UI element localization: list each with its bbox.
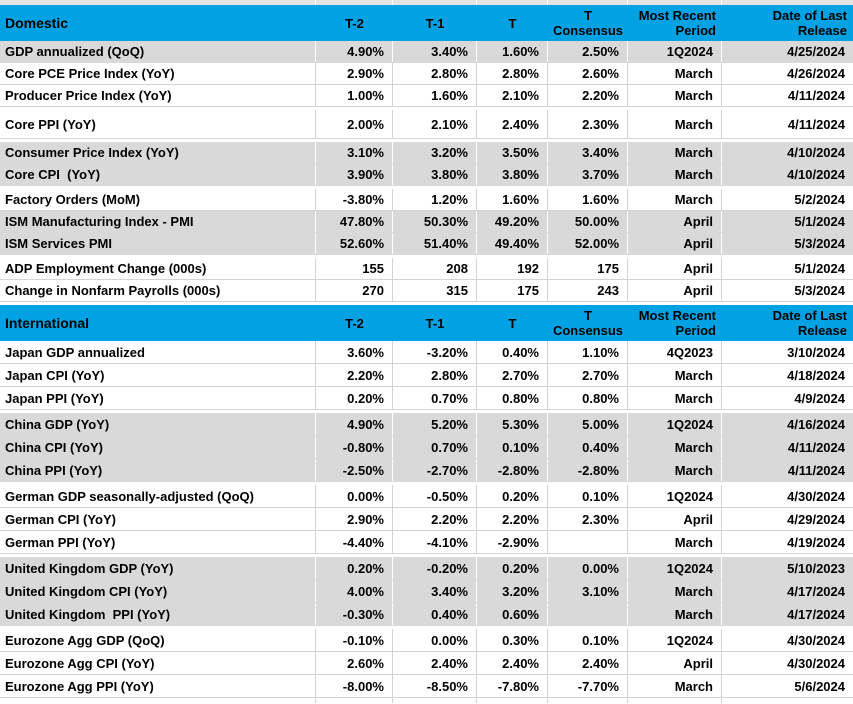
cell-t-consensus[interactable]: 50.00%: [548, 211, 628, 232]
cell-most-recent-period[interactable]: March: [628, 189, 722, 210]
cell-t-consensus[interactable]: 0.10%: [548, 629, 628, 651]
cell-t-consensus[interactable]: -2.80%: [548, 459, 628, 481]
row-label[interactable]: United Kingdom GDP (YoY): [0, 557, 316, 579]
cell-date-of-last-release[interactable]: 5/1/2024: [794, 214, 845, 229]
cell-date-of-last-release[interactable]: 4/11/2024: [787, 462, 845, 478]
cell-t[interactable]: 49.20%: [477, 211, 548, 232]
table-row-eurozone-agg-ppi-yoy: [0, 675, 853, 698]
cell-most-recent-period[interactable]: 1Q2024: [628, 485, 722, 507]
cell-t1[interactable]: 3.80%: [393, 164, 477, 185]
cell-t2[interactable]: 270: [316, 280, 393, 301]
col-header-line: Date of Last: [772, 8, 847, 23]
cell-t2[interactable]: -8.00%: [316, 675, 393, 697]
col-header-line: T-2: [345, 15, 364, 31]
table-row-united-kingdom-ppi-yoy: [0, 603, 853, 626]
cell-date-of-last-release[interactable]: 4/19/2024: [787, 534, 845, 550]
cell-t[interactable]: 192: [477, 258, 548, 279]
cell-t1[interactable]: -0.50%: [393, 485, 477, 507]
cell-most-recent-period[interactable]: April: [628, 233, 722, 254]
cell-most-recent-period[interactable]: March: [628, 142, 722, 163]
col-header-t-consensus[interactable]: [548, 5, 628, 41]
cell-most-recent-period[interactable]: March: [628, 387, 722, 409]
bottom-edge-cell: [0, 698, 316, 703]
cell-t1[interactable]: -2.70%: [393, 459, 477, 481]
col-header-most-recent-period[interactable]: [628, 5, 722, 41]
cell-most-recent-period[interactable]: April: [628, 258, 722, 279]
cell-t2[interactable]: 3.10%: [316, 142, 393, 163]
cell-date-of-last-release[interactable]: 4/25/2024: [787, 44, 845, 59]
row-label[interactable]: ISM Services PMI: [0, 233, 316, 254]
cell-t[interactable]: 0.80%: [477, 387, 548, 409]
bottom-edge-cell: [316, 698, 393, 703]
cell-t2[interactable]: 2.90%: [316, 63, 393, 84]
cell-t-consensus[interactable]: 52.00%: [548, 233, 628, 254]
table-row-german-cpi-yoy: [0, 508, 853, 531]
cell-t-consensus[interactable]: 3.40%: [548, 142, 628, 163]
section-header-domestic: [0, 5, 853, 41]
cell-date-of-last-release[interactable]: 4/16/2024: [787, 416, 845, 432]
cell-t[interactable]: 0.30%: [477, 629, 548, 651]
cell-t1[interactable]: 208: [393, 258, 477, 279]
col-header-t[interactable]: [477, 5, 548, 41]
cell-date-of-last-release[interactable]: 4/30/2024: [787, 632, 845, 648]
col-header-most-recent-period[interactable]: [628, 305, 722, 341]
cell-t1[interactable]: 3.20%: [393, 142, 477, 163]
cell-most-recent-period[interactable]: 1Q2024: [628, 557, 722, 579]
cell-t[interactable]: -2.90%: [477, 531, 548, 553]
section-title-international[interactable]: International: [5, 314, 90, 331]
cell-t[interactable]: 1.60%: [477, 189, 548, 210]
row-label[interactable]: Eurozone Agg PPI (YoY): [0, 675, 316, 697]
row-label[interactable]: United Kingdom CPI (YoY): [0, 580, 316, 602]
cell-t1[interactable]: 0.70%: [393, 387, 477, 409]
table-row-ism-services-pmi: [0, 233, 853, 255]
cell-t2[interactable]: 2.20%: [316, 364, 393, 386]
cell-t-consensus[interactable]: 1.60%: [548, 189, 628, 210]
bottom-edge-cell: [722, 698, 853, 703]
cell-t-consensus[interactable]: -7.70%: [548, 675, 628, 697]
row-label[interactable]: Japan GDP annualized: [0, 341, 316, 363]
cell-most-recent-period[interactable]: 4Q2023: [628, 341, 722, 363]
col-header-line: Release: [797, 23, 847, 38]
row-label[interactable]: Core PPI (YoY): [0, 110, 316, 138]
cell-most-recent-period[interactable]: March: [628, 63, 722, 84]
cell-t[interactable]: 2.70%: [477, 364, 548, 386]
table-row-core-cpi-yoy: [0, 164, 853, 186]
cell-t1[interactable]: -4.10%: [393, 531, 477, 553]
cell-t1[interactable]: -0.20%: [393, 557, 477, 579]
cell-date-of-last-release[interactable]: 5/1/2024: [794, 261, 845, 276]
cell-most-recent-period[interactable]: April: [628, 652, 722, 674]
cell-t[interactable]: 1.60%: [477, 41, 548, 62]
col-header-date-of-last-release[interactable]: [722, 5, 853, 41]
row-label[interactable]: Change in Nonfarm Payrolls (000s): [0, 280, 316, 301]
cell-t1[interactable]: 0.00%: [393, 629, 477, 651]
bottom-edge-cell: [628, 698, 722, 703]
cell-most-recent-period[interactable]: March: [628, 459, 722, 481]
cell-date-of-last-release[interactable]: 4/26/2024: [787, 66, 845, 81]
cell-t2[interactable]: 0.20%: [316, 557, 393, 579]
cell-t[interactable]: 2.20%: [477, 508, 548, 530]
row-label[interactable]: Factory Orders (MoM): [0, 189, 316, 210]
cell-most-recent-period[interactable]: April: [628, 508, 722, 530]
table-row-japan-cpi-yoy: [0, 364, 853, 387]
col-header-line: T: [508, 15, 517, 31]
table-row-united-kingdom-gdp-yoy: [0, 557, 853, 580]
cell-t-consensus[interactable]: 3.70%: [548, 164, 628, 185]
cell-t2[interactable]: -0.80%: [316, 436, 393, 458]
col-header-line: Period: [675, 23, 716, 38]
cell-t-consensus[interactable]: [548, 531, 628, 553]
col-header-t-consensus[interactable]: [548, 305, 628, 341]
cell-t[interactable]: 0.20%: [477, 557, 548, 579]
cell-t-consensus[interactable]: 2.40%: [548, 652, 628, 674]
table-row-adp-employment-change-000s: [0, 258, 853, 280]
cell-t1[interactable]: 2.20%: [393, 508, 477, 530]
table-row-factory-orders-mom: [0, 189, 853, 211]
cell-t1[interactable]: 0.40%: [393, 603, 477, 625]
cell-date-of-last-release[interactable]: 5/3/2024: [794, 283, 845, 298]
cell-date-of-last-release[interactable]: 3/10/2024: [787, 344, 845, 360]
cell-t1[interactable]: 3.40%: [393, 580, 477, 602]
cell-most-recent-period[interactable]: March: [628, 436, 722, 458]
cell-t1[interactable]: 2.10%: [393, 110, 477, 138]
cell-t2[interactable]: 52.60%: [316, 233, 393, 254]
cell-t[interactable]: 175: [477, 280, 548, 301]
bottom-edge-cell: [548, 698, 628, 703]
cell-t2[interactable]: 0.00%: [316, 485, 393, 507]
bottom-edge-cell: [393, 698, 477, 703]
cell-most-recent-period[interactable]: March: [628, 364, 722, 386]
table-row-united-kingdom-cpi-yoy: [0, 580, 853, 603]
col-header-line: Most Recent: [638, 8, 716, 23]
cell-t1[interactable]: 5.20%: [393, 413, 477, 435]
bottom-edge-strip: [0, 698, 853, 703]
cell-t1[interactable]: 2.80%: [393, 364, 477, 386]
table-row-china-gdp-yoy: [0, 413, 853, 436]
col-header-line: T-1: [425, 315, 445, 331]
cell-t[interactable]: 2.40%: [477, 110, 548, 138]
table-row-core-pce-price-index-yoy: [0, 63, 853, 85]
row-label[interactable]: ISM Manufacturing Index - PMI: [0, 211, 316, 232]
cell-t1[interactable]: 50.30%: [393, 211, 477, 232]
cell-t[interactable]: 2.80%: [477, 63, 548, 84]
cell-t2[interactable]: 4.90%: [316, 41, 393, 62]
cell-date-of-last-release[interactable]: 5/3/2024: [794, 236, 845, 251]
row-label[interactable]: China CPI (YoY): [0, 436, 316, 458]
cell-t2[interactable]: 2.00%: [316, 110, 393, 138]
row-label[interactable]: German PPI (YoY): [0, 531, 316, 553]
row-label[interactable]: United Kingdom PPI (YoY): [0, 603, 316, 625]
table-row-change-in-nonfarm-payrolls-000s: [0, 280, 853, 302]
cell-date-of-last-release[interactable]: 5/6/2024: [794, 678, 845, 694]
cell-t2[interactable]: 3.90%: [316, 164, 393, 185]
cell-t2[interactable]: 2.60%: [316, 652, 393, 674]
cell-t[interactable]: 49.40%: [477, 233, 548, 254]
cell-t2[interactable]: 155: [316, 258, 393, 279]
row-label[interactable]: German CPI (YoY): [0, 508, 316, 530]
cell-most-recent-period[interactable]: 1Q2024: [628, 629, 722, 651]
cell-t-consensus[interactable]: 0.10%: [548, 485, 628, 507]
table-sections: [0, 5, 853, 698]
col-header-line: T-2: [345, 315, 364, 331]
cell-t[interactable]: 0.60%: [477, 603, 548, 625]
row-label[interactable]: Japan CPI (YoY): [0, 364, 316, 386]
cell-t[interactable]: 0.20%: [477, 485, 548, 507]
cell-t-consensus[interactable]: 0.00%: [548, 557, 628, 579]
cell-date-of-last-release[interactable]: 5/10/2023: [787, 560, 845, 576]
table-row-gdp-annualized-qoq: [0, 41, 853, 63]
col-header-t1[interactable]: [393, 5, 477, 41]
cell-most-recent-period[interactable]: March: [628, 85, 722, 106]
cell-t1[interactable]: 1.20%: [393, 189, 477, 210]
cell-t1[interactable]: 51.40%: [393, 233, 477, 254]
cell-t-consensus[interactable]: 2.70%: [548, 364, 628, 386]
table-row-china-ppi-yoy: [0, 459, 853, 482]
row-label[interactable]: Producer Price Index (YoY): [0, 85, 316, 106]
cell-t[interactable]: 0.40%: [477, 341, 548, 363]
row-label[interactable]: German GDP seasonally-adjusted (QoQ): [0, 485, 316, 507]
cell-t[interactable]: 5.30%: [477, 413, 548, 435]
cell-t-consensus[interactable]: 3.10%: [548, 580, 628, 602]
table-row-eurozone-agg-gdp-qoq: [0, 629, 853, 652]
table-row-core-ppi-yoy: [0, 110, 853, 139]
cell-t-consensus[interactable]: 2.30%: [548, 110, 628, 138]
table-row-japan-ppi-yoy: [0, 387, 853, 410]
col-header-t2[interactable]: [316, 5, 393, 41]
cell-t-consensus[interactable]: 1.10%: [548, 341, 628, 363]
cell-t[interactable]: -2.80%: [477, 459, 548, 481]
cell-t-consensus[interactable]: 0.40%: [548, 436, 628, 458]
col-header-t2[interactable]: [316, 305, 393, 341]
cell-most-recent-period[interactable]: March: [628, 164, 722, 185]
table-row-ism-manufacturing-index-pmi: [0, 211, 853, 233]
col-header-t[interactable]: [477, 305, 548, 341]
cell-t-consensus[interactable]: 175: [548, 258, 628, 279]
cell-date-of-last-release[interactable]: 4/11/2024: [787, 116, 845, 132]
row-label[interactable]: Eurozone Agg CPI (YoY): [0, 652, 316, 674]
cell-date-of-last-release[interactable]: 4/18/2024: [787, 367, 845, 383]
col-header-date-of-last-release[interactable]: [722, 305, 853, 341]
table-row-japan-gdp-annualized: [0, 341, 853, 364]
cell-t[interactable]: 3.80%: [477, 164, 548, 185]
cell-most-recent-period[interactable]: March: [628, 580, 722, 602]
section-international: [0, 305, 853, 698]
cell-t-consensus[interactable]: 2.20%: [548, 85, 628, 106]
cell-t[interactable]: 0.10%: [477, 436, 548, 458]
cell-t1[interactable]: -3.20%: [393, 341, 477, 363]
cell-t2[interactable]: 4.00%: [316, 580, 393, 602]
table-row-producer-price-index-yoy: [0, 85, 853, 107]
col-header-line: T: [584, 308, 592, 323]
col-header-line: Period: [675, 323, 716, 338]
col-header-line: Release: [797, 323, 847, 338]
cell-t1[interactable]: 2.80%: [393, 63, 477, 84]
cell-t1[interactable]: 3.40%: [393, 41, 477, 62]
cell-t1[interactable]: 0.70%: [393, 436, 477, 458]
cell-most-recent-period[interactable]: April: [628, 211, 722, 232]
cell-t2[interactable]: 47.80%: [316, 211, 393, 232]
row-label[interactable]: ADP Employment Change (000s): [0, 258, 316, 279]
col-header-line: T-1: [425, 15, 445, 31]
cell-date-of-last-release[interactable]: 4/10/2024: [787, 167, 845, 182]
cell-t-consensus[interactable]: 5.00%: [548, 413, 628, 435]
cell-t[interactable]: 3.50%: [477, 142, 548, 163]
row-label[interactable]: Core PCE Price Index (YoY): [0, 63, 316, 84]
row-label[interactable]: Eurozone Agg GDP (QoQ): [0, 629, 316, 651]
cell-t[interactable]: 2.40%: [477, 652, 548, 674]
table-row-eurozone-agg-cpi-yoy: [0, 652, 853, 675]
cell-t1[interactable]: -8.50%: [393, 675, 477, 697]
cell-date-of-last-release[interactable]: 4/30/2024: [787, 655, 845, 671]
cell-t1[interactable]: 1.60%: [393, 85, 477, 106]
section-domestic: [0, 5, 853, 302]
col-header-line: Consensus: [552, 323, 624, 338]
cell-t-consensus[interactable]: 0.80%: [548, 387, 628, 409]
cell-date-of-last-release[interactable]: 4/17/2024: [787, 583, 845, 599]
cell-date-of-last-release[interactable]: 4/11/2024: [787, 439, 845, 455]
table-row-german-gdp-seasonally-adjusted-qoq: [0, 485, 853, 508]
col-header-line: Consensus: [552, 23, 624, 38]
col-header-line: T: [508, 315, 517, 331]
cell-date-of-last-release[interactable]: 5/2/2024: [794, 192, 845, 207]
cell-most-recent-period[interactable]: March: [628, 603, 722, 625]
cell-date-of-last-release[interactable]: 4/29/2024: [787, 511, 845, 527]
cell-t[interactable]: 3.20%: [477, 580, 548, 602]
cell-t-consensus[interactable]: 2.30%: [548, 508, 628, 530]
cell-t2[interactable]: -2.50%: [316, 459, 393, 481]
cell-t2[interactable]: -0.10%: [316, 629, 393, 651]
section-header-international: [0, 305, 853, 341]
cell-t2[interactable]: -0.30%: [316, 603, 393, 625]
cell-t-consensus[interactable]: [548, 603, 628, 625]
cell-t1[interactable]: 315: [393, 280, 477, 301]
cell-most-recent-period[interactable]: March: [628, 531, 722, 553]
cell-most-recent-period[interactable]: April: [628, 280, 722, 301]
table-row-german-ppi-yoy: [0, 531, 853, 554]
cell-t-consensus[interactable]: 2.50%: [548, 41, 628, 62]
row-label[interactable]: China GDP (YoY): [0, 413, 316, 435]
cell-t2[interactable]: 4.90%: [316, 413, 393, 435]
table-row-consumer-price-index-yoy: [0, 142, 853, 164]
row-label[interactable]: GDP annualized (QoQ): [0, 41, 316, 62]
col-header-line: Most Recent: [638, 308, 716, 323]
row-label[interactable]: Consumer Price Index (YoY): [0, 142, 316, 163]
cell-date-of-last-release[interactable]: 4/11/2024: [787, 88, 845, 103]
section-title-domestic[interactable]: Domestic: [5, 14, 69, 31]
cell-t2[interactable]: 1.00%: [316, 85, 393, 106]
table-row-china-cpi-yoy: [0, 436, 853, 459]
cell-most-recent-period[interactable]: March: [628, 675, 722, 697]
cell-date-of-last-release[interactable]: 4/9/2024: [794, 390, 845, 406]
row-label[interactable]: China PPI (YoY): [0, 459, 316, 481]
cell-t2[interactable]: -4.40%: [316, 531, 393, 553]
col-header-line: T: [584, 8, 592, 23]
cell-t[interactable]: -7.80%: [477, 675, 548, 697]
cell-t2[interactable]: 0.20%: [316, 387, 393, 409]
cell-most-recent-period[interactable]: 1Q2024: [628, 413, 722, 435]
cell-most-recent-period[interactable]: 1Q2024: [628, 41, 722, 62]
row-label[interactable]: Core CPI (YoY): [0, 164, 316, 185]
cell-t2[interactable]: -3.80%: [316, 189, 393, 210]
cell-t-consensus[interactable]: 2.60%: [548, 63, 628, 84]
cell-t2[interactable]: 2.90%: [316, 508, 393, 530]
col-header-line: Date of Last: [772, 308, 847, 323]
col-header-t1[interactable]: [393, 305, 477, 341]
cell-most-recent-period[interactable]: March: [628, 110, 722, 138]
cell-date-of-last-release[interactable]: 4/30/2024: [787, 488, 845, 504]
cell-t-consensus[interactable]: 243: [548, 280, 628, 301]
row-label[interactable]: Japan PPI (YoY): [0, 387, 316, 409]
cell-date-of-last-release[interactable]: 4/17/2024: [787, 606, 845, 622]
bottom-edge-cell: [477, 698, 548, 703]
cell-date-of-last-release[interactable]: 4/10/2024: [787, 145, 845, 160]
cell-t2[interactable]: 3.60%: [316, 341, 393, 363]
cell-t1[interactable]: 2.40%: [393, 652, 477, 674]
cell-t[interactable]: 2.10%: [477, 85, 548, 106]
